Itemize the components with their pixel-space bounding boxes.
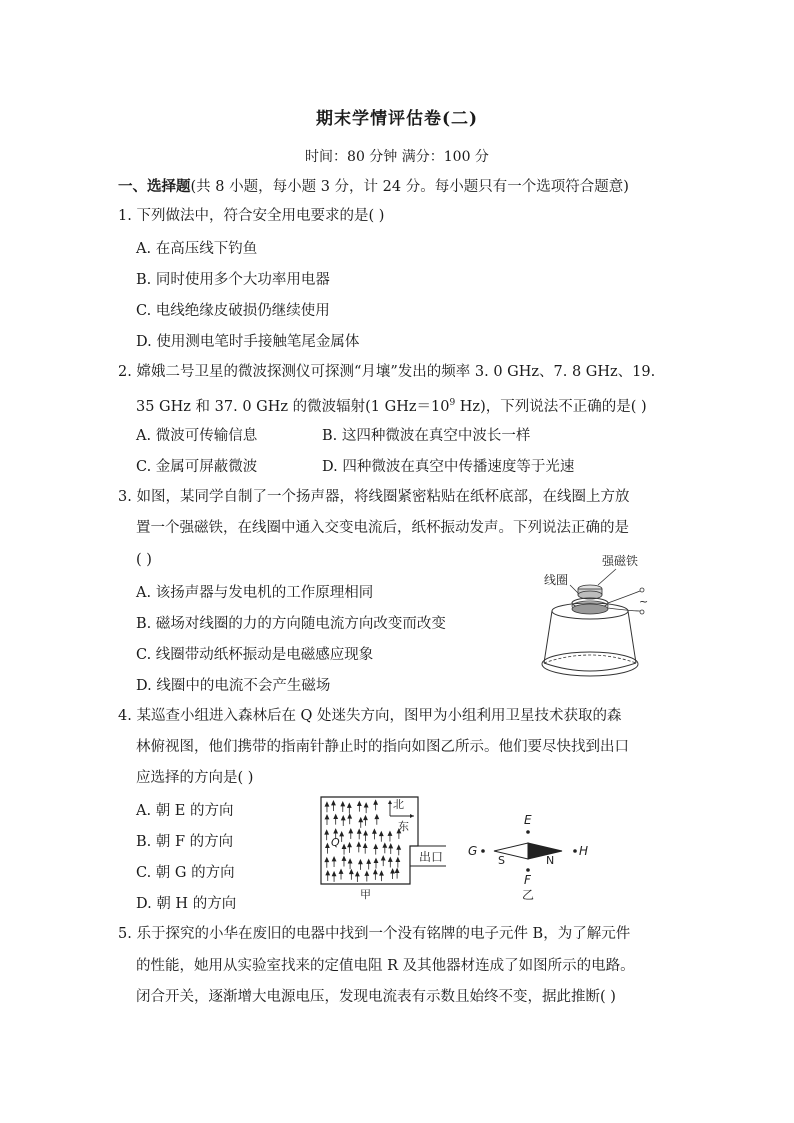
- question-3-stem-line-2: 置一个强磁铁，在线圈中通入交变电流后，纸杯振动发声。下列说法正确的是: [136, 520, 629, 536]
- tree-mark-head: [339, 869, 343, 873]
- tree-mark-head: [374, 859, 378, 863]
- point-f-label: F: [524, 873, 531, 887]
- question-3-option-a: A. 该扬声器与发电机的工作原理相同: [136, 585, 374, 601]
- point-g-label: G: [468, 844, 478, 858]
- question-1-option-d: D. 使用测电笔时手接触笔尾金属体: [136, 334, 360, 350]
- tree-mark-head: [342, 845, 346, 849]
- question-3-option-c: C. 线圈带动纸杯振动是电磁感应现象: [136, 647, 374, 663]
- forest-map-figure: [318, 794, 450, 902]
- tree-mark-head: [363, 844, 367, 848]
- question-2-stem-part-a: 35 GHz 和 37. 0 GHz 的微波辐射(1 GHz＝10: [136, 398, 450, 415]
- question-2-stem-line-1: 2. 嫦娥二号卫星的微波探测仪可探测“月壤”发出的频率 3. 0 GHz、7. 8 GHz、19.: [118, 364, 656, 380]
- tree-mark-head: [332, 857, 336, 861]
- tree-mark-head: [350, 870, 354, 874]
- tree-mark-head: [388, 832, 392, 836]
- north-label: 北: [393, 798, 404, 811]
- tree-mark-head: [340, 832, 344, 836]
- tree-mark-head: [395, 869, 399, 873]
- question-2-option-a: A. 微波可传输信息: [136, 428, 258, 444]
- tree-mark-head: [383, 843, 387, 847]
- tree-mark-head: [349, 829, 353, 833]
- tree-mark-head: [326, 844, 330, 848]
- question-2-option-c: C. 金属可屏蔽微波: [136, 459, 258, 475]
- question-4-stem-line-1: 4. 某巡查小组进入森林后在 Q 处迷失方向，图甲为小组利用卫星技术获取的森: [118, 708, 622, 724]
- tree-mark-head: [341, 816, 345, 820]
- tree-mark-head: [380, 871, 384, 875]
- tree-mark-head: [348, 843, 352, 847]
- question-3-stem-line-1: 3. 如图，某同学自制了一个扬声器，将线圈紧密粘贴在纸杯底部，在线圈上方放: [118, 489, 630, 505]
- tree-mark-head: [389, 844, 393, 848]
- question-4-option-a: A. 朝 E 的方向: [136, 803, 234, 819]
- compass-needle-figure: [464, 808, 600, 902]
- question-3-option-d: D. 线圈中的电流不会产生磁场: [136, 678, 331, 694]
- point-e-label: E: [524, 813, 532, 827]
- tree-mark-head: [325, 830, 329, 834]
- tree-mark-head: [391, 869, 395, 873]
- question-4-option-d: D. 朝 H 的方向: [136, 896, 237, 912]
- question-5-stem-line-1: 5. 乐于探究的小华在废旧的电器中找到一个没有铭牌的电子元件 B，为了解元件: [118, 926, 631, 942]
- tree-mark-head: [334, 829, 338, 833]
- point-q-label: Q: [331, 836, 340, 849]
- figure-jia-label: 甲: [360, 888, 371, 901]
- exit-label: 出口: [419, 850, 444, 864]
- tree-mark-head: [365, 871, 369, 875]
- question-3-stem-line-3: ( ): [136, 552, 152, 568]
- tree-mark-head: [332, 801, 336, 805]
- point-h-label: H: [579, 844, 589, 858]
- question-4-stem-line-3: 应选择的方向是( ): [136, 770, 254, 786]
- tree-mark-head: [332, 872, 336, 876]
- tree-mark-head: [380, 832, 384, 836]
- tree-mark-head: [373, 829, 377, 833]
- tree-mark-head: [396, 858, 400, 862]
- tree-mark-head: [348, 859, 352, 863]
- question-2-option-d: D. 四种微波在真空中传播速度等于光速: [322, 459, 575, 475]
- tree-mark-head: [359, 860, 363, 864]
- tree-mark-head: [359, 818, 363, 822]
- tree-mark-head: [381, 856, 385, 860]
- tree-mark-head: [367, 859, 371, 863]
- section-description: (共 8 小题，每小题 3 分，计 24 分。每小题只有一个选项符合题意): [190, 179, 629, 195]
- exam-info: 时间：80 分钟 满分：100 分: [305, 149, 489, 165]
- page-title: 期末学情评估卷(二): [315, 109, 479, 129]
- tree-mark-head: [364, 803, 368, 807]
- tree-mark-head: [375, 815, 379, 819]
- tree-mark-head: [348, 804, 352, 808]
- tree-mark-head: [325, 815, 329, 819]
- question-1-option-c: C. 电线绝缘皮破损仍继续使用: [136, 303, 330, 319]
- coil-label: 线圈: [544, 573, 569, 587]
- section-heading: [118, 175, 629, 196]
- question-2-stem-part-b: Hz)，下列说法不正确的是( ): [455, 398, 647, 415]
- question-4-stem-line-2: 林俯视图，他们携带的指南针静止时的指向如图乙所示。他们要尽快找到出口: [136, 739, 629, 755]
- question-1-stem: 1. 下列做法中，符合安全用电要求的是( ): [118, 208, 385, 224]
- tree-mark-head: [325, 858, 329, 862]
- tree-mark-head: [364, 831, 368, 835]
- section-title: 一、选择题: [118, 178, 191, 195]
- tree-mark-head: [397, 845, 401, 849]
- needle-s-label: S: [498, 854, 505, 867]
- tree-mark-head: [357, 829, 361, 833]
- question-5-stem-line-3: 闭合开关，逐渐增大电源电压，发现电流表有示数且始终不变，据此推断( ): [136, 989, 616, 1005]
- tree-mark-head: [325, 802, 329, 806]
- exponent: 9: [449, 398, 456, 408]
- tree-mark-head: [357, 842, 361, 846]
- tree-mark-head: [358, 802, 362, 806]
- tree-mark-head: [341, 802, 345, 806]
- tree-mark-head: [388, 857, 392, 861]
- question-2-stem-line-2: [136, 393, 647, 417]
- needle-n-label: N: [546, 854, 555, 867]
- tree-mark-head: [364, 816, 368, 820]
- east-label: 东: [398, 820, 409, 833]
- tree-mark-head: [374, 870, 378, 874]
- question-2-option-b: B. 这四种微波在真空中波长一样: [322, 428, 531, 444]
- question-1-option-b: B. 同时使用多个大功率用电器: [136, 272, 330, 288]
- magnet-label: 强磁铁: [602, 554, 639, 568]
- question-4-option-c: C. 朝 G 的方向: [136, 865, 235, 881]
- ac-symbol: ~: [639, 595, 649, 608]
- speaker-cup-figure: [540, 545, 670, 680]
- tree-mark-head: [342, 857, 346, 861]
- tree-mark-head: [334, 815, 338, 819]
- figure-yi-label: 乙: [522, 888, 535, 902]
- question-3-option-b: B. 磁场对线圈的力的方向随电流方向改变而改变: [136, 616, 446, 632]
- tree-mark-head: [374, 845, 378, 849]
- tree-mark-head: [348, 814, 352, 818]
- tree-mark-head: [356, 872, 360, 876]
- question-5-stem-line-2: 的性能，她用从实验室找来的定值电阻 R 及其他器材连成了如图所示的电路。: [136, 958, 635, 974]
- tree-mark-head: [326, 871, 330, 875]
- question-1-option-a: A. 在高压线下钓鱼: [136, 241, 258, 257]
- tree-mark-head: [374, 800, 378, 804]
- question-4-option-b: B. 朝 F 的方向: [136, 834, 234, 850]
